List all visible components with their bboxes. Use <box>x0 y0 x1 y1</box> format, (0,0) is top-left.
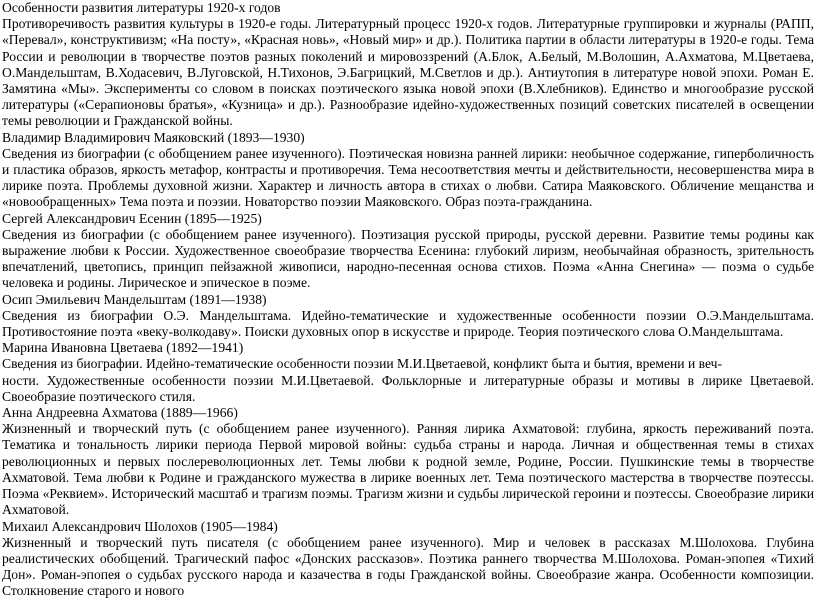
section-text-tsvetaeva: ности. Художественные особенности поэзии М.И.Цветаевой. Фольклорные и литературные образы и мотивы в лирике Цветаевой. Своеобразие поэтического стиля. <box>2 372 814 404</box>
section-text-mayakovsky: Сведения из биографии (с обобщением ранее изученного). Поэтическая новизна ранней лирики: необычное содержание, гиперболичность и пластика образов, яркость метафор, контрасты и противоречия. Тема несоответствия мечты и действительности, несовершенства мира в лирике поэта. Проблемы духовной жизни. Характер и личность автора в стихах о любви. Сатира Маяковского. Обличение мещанства и «новообращенных» Тема поэта и поэзии. Новаторство поэзии Маяковского. Образ поэта-гражданина. <box>2 145 814 210</box>
section-text-akhmatova: Жизненный и творческий путь (с обобщением ранее изученного). Ранняя лирика Ахматовой: глубина, яркость переживаний поэта. Тематика и тональность лирики периода Первой мировой войны: судьба страны и народа. Личная и общественная темы в стихах революционных и первых послереволюционных лет. Темы любви к родной земле, Родине, России. Пушкинские темы в творчестве Ахматовой. Тема любви к Родине и гражданского мужества в лирике военных лет. Тема поэтического мастерства в творчестве поэтессы. Поэма «Реквием». Исторический масштаб и трагизм поэмы. Трагизм жизни и судьбы лирической героини и поэтессы. Своеобразие лирики Ахматовой. <box>2 421 814 518</box>
section-heading-yesenin: Сергей Александрович Есенин (1895—1925) <box>2 210 262 226</box>
document-title: Особенности развития литературы 1920-х годов <box>2 0 281 15</box>
section-heading-akhmatova: Анна Андреевна Ахматова (1889—1966) <box>2 405 238 421</box>
section-heading-sholokhov: Михаил Александрович Шолохов (1905—1984) <box>2 518 278 534</box>
section-heading-mayakovsky: Владимир Владимирович Маяковский (1893—1930) <box>2 129 305 145</box>
section-text-yesenin: Сведения из биографии (с обобщением ранее изученного). Поэтизация русской природы, русской деревни. Развитие темы родины как выражение любви к России. Художественное своеобразие творчества Есенина: глубокий лиризм, необычайная образность, зрительность впечатлений, цветопись, принцип пейзажной живописи, народно-песенная основа стихов. Поэма «Анна Снегина» — поэма о судьбе человека и родины. Лирическое и эпическое в поэме. <box>2 226 814 291</box>
section-text-tsvetaeva-lead: Сведения из биографии. Идейно-тематические особенности поэзии М.И.Цветаевой, конфликт быта и бытия, времени и веч- <box>2 356 723 372</box>
section-text-sholokhov: Жизненный и творческий путь писателя (с обобщением ранее изученного). Мир и человек в рассказах М.Шолохова. Глубина реалистических обобщений. Трагический пафос «Донских рассказов». Поэтика раннего творчества М.Шолохова. Роман-эпопея «Тихий Дон». Роман-эпопея о судьбах русского народа и казачества в годы Гражданской войны. Своеобразие жанра. Особенности композиции. Столкновение старого и нового <box>2 534 814 599</box>
section-heading-tsvetaeva: Марина Ивановна Цветаева (1892—1941) <box>2 340 244 356</box>
section-heading-mandelstam: Осип Эмильевич Мандельштам (1891—1938) <box>2 291 267 307</box>
section-text-mandelstam: Сведения из биографии О.Э. Мандельштама. Идейно-тематические и художественные особенности поэзии О.Э.Мандельштама. Противостояние поэта «веку-волкодаву». Поиски духовных опор в искусстве и природе. Теория поэтического слова О.Мандельштама. <box>2 307 814 340</box>
intro-paragraph: Противоречивость развития культуры в 1920-е годы. Литературный процесс 1920-х годов. Литературные группировки и журналы (РАПП, «Перевал», конструктивизм; «На посту», «Красная новь», «Новый мир» и др.). Политика партии в области литературы в 1920-е годы. Тема России и революции в творчестве поэтов разных поколений и мировоззрений (А.Блок, А.Белый, М.Волошин, А.Ахматова, М.Цветаева, О.Мандельштам, В.Ходасевич, В.Луговской, Н.Тихонов, Э.Багрицкий, М.Светлов и др.). Антиутопия в литературе новой эпохи. Роман Е. Замятина «Мы». Эксперименты со словом в поисках поэтического языка новой эпохи (В.Хлебников). Единство и многообразие русской литературы («Серапионовы братья», «Кузница» и др.). Разнообразие идейно-художественных позиций советских писателей в освещении темы революции и Гражданской войны. <box>2 16 814 129</box>
